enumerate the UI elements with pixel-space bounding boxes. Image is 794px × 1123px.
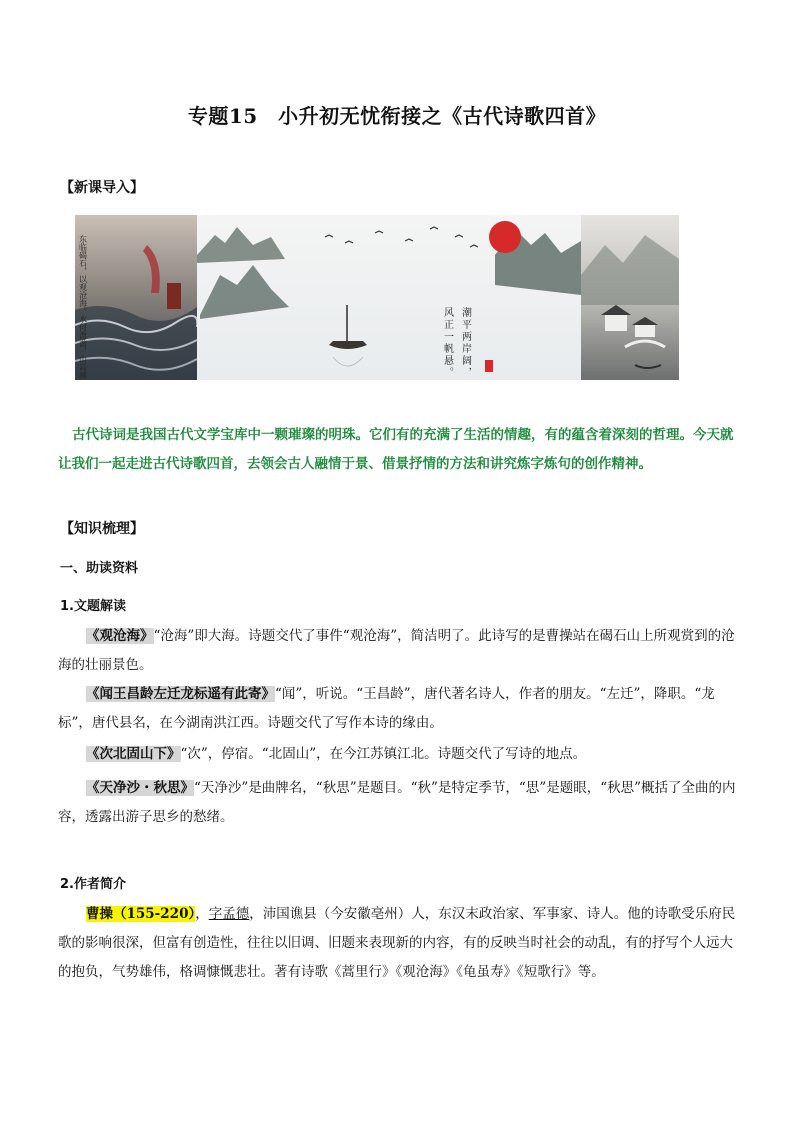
author-text: ，沛国谯县（今安徽亳州）人，东汉末政治家、军事家、诗人。他的诗歌受乐府民歌的影响很深，但富有创造性，往往以旧调、旧题来表现新的内容，有的反映当时社会的动乱，有的抒写个人远大的抱负，气势雄伟，格调慷慨悲壮。著有诗歌《蒿里行》《观沧海》《龟虽寿》《短歌行》等。	[58, 906, 736, 980]
item-wen-wang-changling	[58, 680, 746, 738]
item-text: “次”，停宿。“北固山”，在今江苏镇江北。诗题交代了写诗的地点。	[180, 746, 587, 762]
item-tag: 《次北固山下》	[86, 746, 181, 762]
section-label-new-lesson: 【新课导入】	[60, 180, 144, 196]
subheading-title-interpretation: 1.文题解读	[60, 599, 126, 614]
item-tag: 《天净沙・秋思》	[86, 780, 194, 796]
page-title: 专题15 小升初无忧衔接之《古代诗歌四首》	[187, 104, 607, 128]
item-tianjingsha	[58, 774, 746, 832]
left-panel-poem: 东临碣石，以观沧海。水何澹澹，山岛竦峙。	[78, 235, 88, 380]
item-text: “天净沙”是曲牌名，“秋思”是题目。“秋”是特定季节，“思”是题眼，“秋思”概括了全曲的内容，透露出游子思乡的愁绪。	[58, 780, 736, 825]
author-style-name: 字孟德	[208, 906, 250, 922]
intro-paragraph: 古代诗词是我国古代文学宝库中一颗璀璨的明珠。它们有的充满了生活的情趣，有的蕴含着深刻的哲理。今天就让我们一起走进古代诗歌四首，去领会古人融情于景、借景抒情的方法和讲究炼字炼句的创作精神。	[58, 427, 734, 472]
figure-icon	[167, 283, 181, 309]
subheading-author-intro: 2.作者简介	[60, 877, 126, 892]
right-poem-col1: 潮平两岸阔，	[459, 307, 471, 379]
right-poem-col2: 风正一帆悬。	[441, 307, 453, 379]
author-name: 曹操（155-220）	[86, 906, 196, 922]
author-paragraph	[58, 900, 746, 987]
item-guan-cang-hai	[58, 622, 746, 680]
banner-svg	[75, 215, 679, 380]
section-label-knowledge: 【知识梳理】	[60, 521, 144, 537]
heading-reading-materials: 一、助读资料	[60, 561, 139, 576]
item-text: “沧海”即大海。诗题交代了事件“观沧海”，简洁明了。此诗写的是曹操站在碣石山上所观赏到的沧海的壮丽景色。	[58, 628, 735, 673]
seal-stamp-icon	[485, 360, 493, 372]
banner-illustration	[75, 215, 679, 380]
item-ci-beigu-shan	[58, 740, 746, 769]
item-tag: 《观沧海》	[86, 628, 154, 644]
house-icon	[605, 315, 627, 331]
item-text: “闻”，听说。“王昌龄”，唐代著名诗人，作者的朋友。“左迁”，降职。“龙标”，唐代县名，在今湖南洪江西。诗题交代了写作本诗的缘由。	[58, 686, 715, 731]
author-sep: ，	[195, 906, 209, 922]
item-tag: 《闻王昌龄左迁龙标遥有此寄》	[86, 686, 275, 702]
red-sun-icon	[489, 221, 521, 253]
